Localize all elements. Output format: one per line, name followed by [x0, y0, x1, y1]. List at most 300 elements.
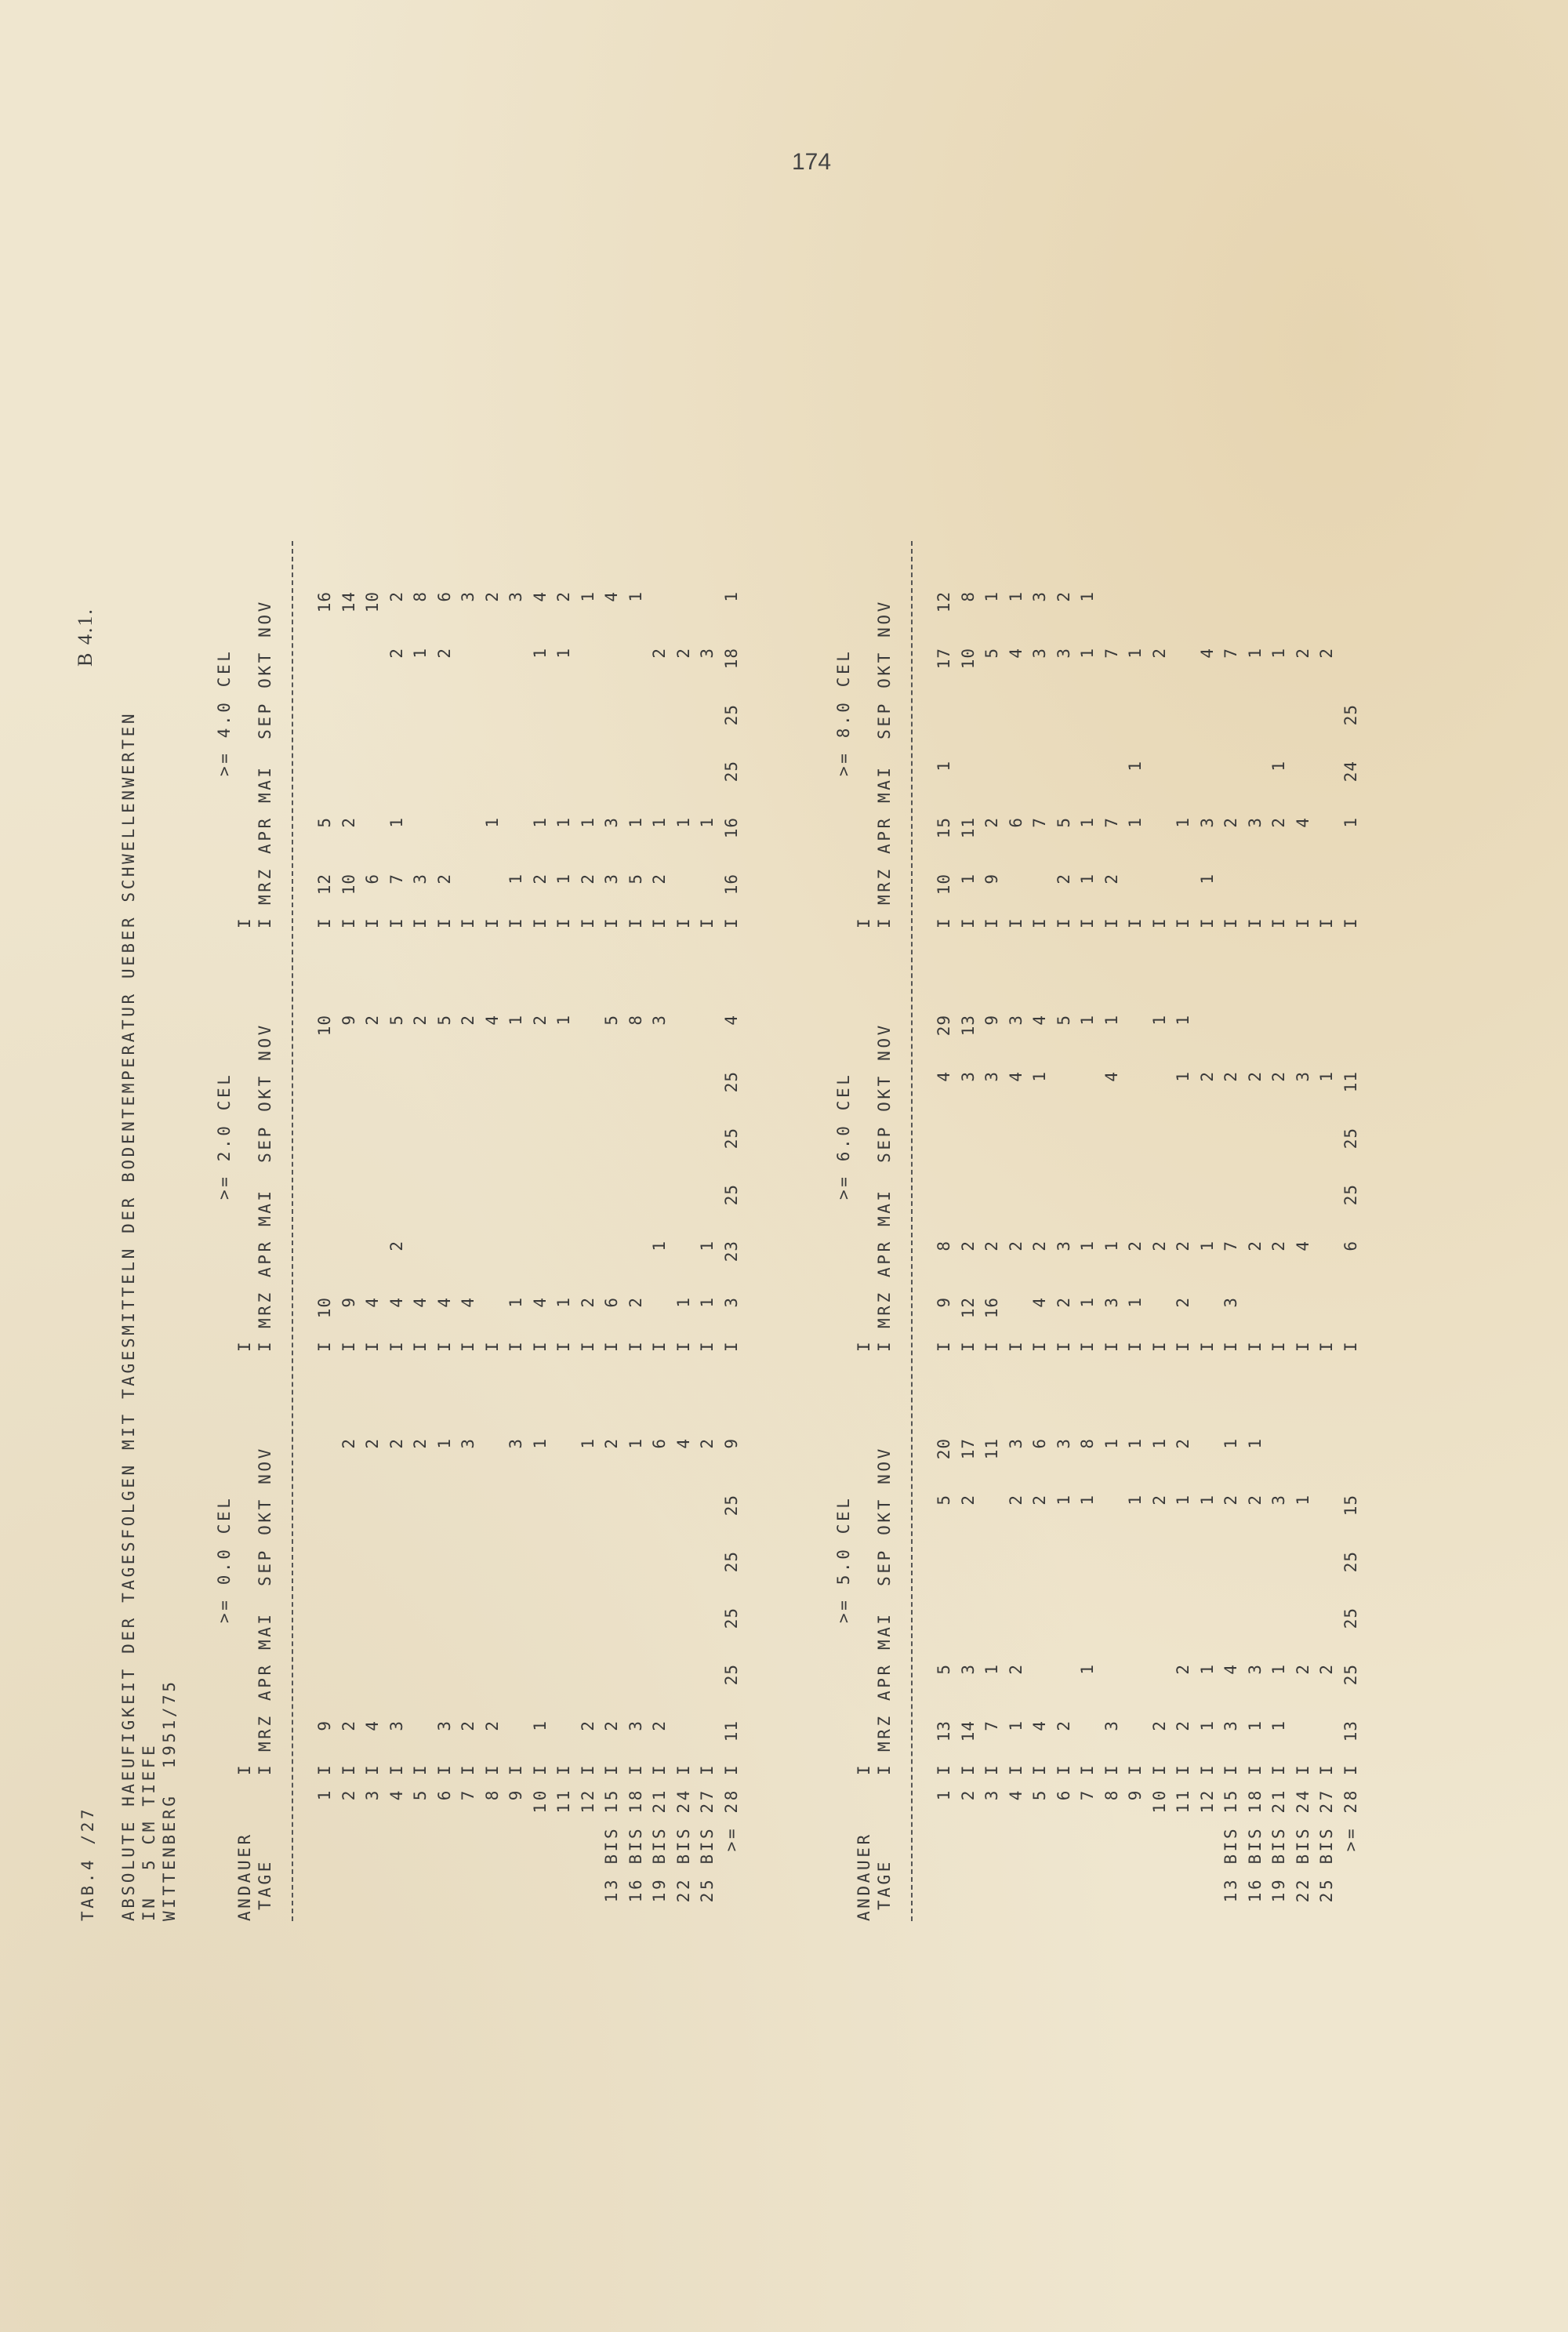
row-separator: I	[982, 1765, 1001, 1775]
row-separator: I	[411, 918, 430, 928]
table-block-2	[831, 541, 1364, 1921]
table-cell: 3	[982, 1071, 1001, 1082]
duration-label: 3	[982, 1788, 1001, 1801]
row-separator: I	[1174, 918, 1192, 928]
table-cell: 25	[721, 1607, 741, 1629]
table-cell: 1	[1149, 1015, 1169, 1026]
tage-label: TAGE	[256, 1859, 274, 1910]
duration-label: 8	[1102, 1788, 1121, 1801]
row-separator: I	[315, 1342, 334, 1352]
header-separator: I	[235, 1342, 254, 1352]
row-separator: I	[1197, 1765, 1217, 1775]
duration-label: 19 BIS 21	[1269, 1788, 1288, 1903]
table-cell: 2	[434, 874, 454, 884]
table-cell: 1	[1197, 874, 1217, 884]
row-separator: I	[482, 918, 502, 928]
row-separator: I	[958, 1765, 978, 1775]
header-separator: I	[235, 1765, 254, 1775]
table-cell: 1	[1317, 1071, 1336, 1082]
row-separator: I	[434, 1342, 454, 1352]
table-cell: 1	[411, 648, 430, 659]
table-cell: 10	[339, 874, 358, 895]
rotated-printout	[74, 541, 1458, 1921]
table-cell: 2	[1245, 1240, 1265, 1251]
row-separator: I	[1030, 1342, 1049, 1352]
table-cell: 23	[721, 1240, 741, 1262]
table-cell: 3	[387, 1720, 406, 1731]
andauer-label: ANDAUER	[235, 1832, 254, 1921]
table-cell: 3	[1006, 1015, 1025, 1026]
table-cell: 25	[1341, 1184, 1360, 1206]
table-cell: 6	[1030, 1438, 1049, 1449]
table-cell: 14	[339, 591, 358, 613]
table-cell: 3	[1102, 1297, 1121, 1308]
duration-label: 4	[387, 1788, 406, 1801]
row-separator: I	[650, 918, 669, 928]
table-cell: 1	[1102, 1438, 1121, 1449]
header-separator: I	[875, 1342, 894, 1352]
table-cell: 2	[982, 817, 1001, 828]
duration-label: 12	[578, 1788, 597, 1814]
table-cell: 2	[1149, 1495, 1169, 1506]
title-line-3: WITTENBERG 1951/75	[160, 1679, 179, 1921]
row-separator: I	[721, 1765, 741, 1775]
duration-label: 22 BIS 24	[673, 1788, 693, 1903]
row-separator: I	[1293, 1342, 1312, 1352]
table-cell: 1	[698, 817, 717, 828]
table-cell: 1	[1054, 1495, 1073, 1506]
table-cell: 25	[1341, 1607, 1360, 1629]
table-cell: 4	[482, 1015, 502, 1026]
table-cell: 3	[1221, 1720, 1240, 1731]
table-cell: 1	[1174, 1015, 1192, 1026]
table-cell: 3	[1030, 648, 1049, 659]
table-cell: 2	[958, 1240, 978, 1251]
row-separator: I	[506, 918, 525, 928]
row-separator: I	[530, 1342, 550, 1352]
table-cell: 2	[1317, 648, 1336, 659]
table-cell: 11	[982, 1438, 1001, 1460]
row-separator: I	[1174, 1765, 1192, 1775]
table-cell: 4	[1197, 648, 1217, 659]
row-separator: I	[721, 918, 741, 928]
row-separator: I	[1030, 918, 1049, 928]
row-separator: I	[935, 1765, 953, 1775]
table-cell: 2	[1174, 1664, 1192, 1675]
table-cell: 1	[554, 817, 573, 828]
table-cell: 1	[1149, 1438, 1169, 1449]
table-cell: 1	[1221, 1438, 1240, 1449]
table-cell: 1	[1245, 648, 1265, 659]
row-separator: I	[602, 918, 621, 928]
table-cell: 8	[626, 1015, 645, 1026]
table-cell: 2	[1006, 1495, 1025, 1506]
table-cell: 2	[578, 874, 597, 884]
table-cell: 4	[1030, 1297, 1049, 1308]
row-separator: I	[698, 1342, 717, 1352]
table-cell: 1	[1174, 817, 1192, 828]
table-cell: 2	[1174, 1240, 1192, 1251]
table-cell: 3	[650, 1015, 669, 1026]
row-separator: I	[482, 1342, 502, 1352]
row-separator: I	[315, 918, 334, 928]
table-block-1	[212, 541, 745, 1921]
duration-label: 13 BIS 15	[1221, 1788, 1240, 1903]
table-cell: 1	[578, 591, 597, 602]
table-cell: 5	[626, 874, 645, 884]
row-separator: I	[411, 1765, 430, 1775]
header-separator: I	[256, 918, 274, 928]
table-cell: 25	[721, 1184, 741, 1206]
table-cell: 3	[1245, 817, 1265, 828]
row-separator: I	[411, 1342, 430, 1352]
row-separator: I	[387, 1342, 406, 1352]
duration-label: 16 BIS 18	[1245, 1788, 1265, 1903]
table-cell: 2	[958, 1495, 978, 1506]
table-cell: 2	[1102, 874, 1121, 884]
table-cell: 4	[1006, 648, 1025, 659]
table-cell: 3	[434, 1720, 454, 1731]
table-cell: 1	[673, 817, 693, 828]
header-separator: I	[855, 1342, 873, 1352]
row-separator: I	[1149, 918, 1169, 928]
duration-label: >= 28	[721, 1788, 741, 1852]
table-cell: 11	[958, 817, 978, 839]
duration-label: 7	[459, 1788, 477, 1801]
table-cell: 2	[1317, 1664, 1336, 1675]
row-separator: I	[935, 1342, 953, 1352]
page-number: 174	[792, 149, 832, 175]
table-cell: 3	[721, 1297, 741, 1308]
table-cell: 4	[530, 1297, 550, 1308]
duration-label: 6	[434, 1788, 454, 1801]
table-cell: 1	[626, 591, 645, 602]
months-header: MRZ APR MAI SEP OKT NOV	[875, 1446, 894, 1752]
table-cell: 10	[315, 1015, 334, 1037]
table-cell: 9	[339, 1297, 358, 1308]
table-cell: 1	[1126, 1297, 1145, 1308]
row-separator: I	[1054, 1765, 1073, 1775]
table-cell: 3	[1030, 591, 1049, 602]
table-cell: 11	[1341, 1071, 1360, 1093]
table-cell: 1	[387, 817, 406, 828]
row-separator: I	[387, 1765, 406, 1775]
table-cell: 2	[1149, 648, 1169, 659]
table-cell: 2	[1054, 1720, 1073, 1731]
table-cell: 2	[387, 648, 406, 659]
table-cell: 1	[1102, 1015, 1121, 1026]
table-cell: 1	[1197, 1495, 1217, 1506]
table-cell: 1	[1174, 1071, 1192, 1082]
table-cell: 3	[1269, 1495, 1288, 1506]
row-separator: I	[482, 1765, 502, 1775]
row-separator: I	[1221, 1765, 1240, 1775]
table-id: TAB.4 /27	[78, 1806, 97, 1921]
table-cell: 25	[721, 704, 741, 726]
months-header: MRZ APR MAI SEP OKT NOV	[256, 1446, 274, 1752]
threshold-label: >= 4.0 CEL	[215, 648, 234, 776]
table-cell: 2	[578, 1297, 597, 1308]
table-cell: 13	[958, 1015, 978, 1037]
table-cell: 12	[315, 874, 334, 895]
months-header: MRZ APR MAI SEP OKT NOV	[875, 1023, 894, 1328]
table-cell: 3	[1221, 1297, 1240, 1308]
table-cell: 1	[1269, 761, 1288, 772]
table-cell: 1	[1293, 1495, 1312, 1506]
table-cell: 2	[1221, 1495, 1240, 1506]
table-cell: 9	[935, 1297, 953, 1308]
table-cell: 1	[1078, 1495, 1097, 1506]
row-separator: I	[1126, 1342, 1145, 1352]
table-cell: 2	[363, 1438, 382, 1449]
table-cell: 16	[721, 817, 741, 839]
table-cell: 2	[1054, 874, 1073, 884]
table-cell: 7	[982, 1720, 1001, 1731]
table-cell: 3	[958, 1071, 978, 1082]
table-cell: 2	[1006, 1240, 1025, 1251]
table-cell: 2	[626, 1297, 645, 1308]
row-separator: I	[1078, 1765, 1097, 1775]
table-cell: 17	[935, 648, 953, 670]
row-separator: I	[1149, 1765, 1169, 1775]
table-cell: 1	[482, 817, 502, 828]
row-separator: I	[721, 1342, 741, 1352]
table-cell: 7	[1102, 817, 1121, 828]
table-cell: 1	[935, 761, 953, 772]
row-separator: I	[578, 918, 597, 928]
table-cell: 3	[602, 874, 621, 884]
row-separator: I	[1221, 1342, 1240, 1352]
table-cell: 5	[982, 648, 1001, 659]
table-cell: 4	[459, 1297, 477, 1308]
table-cell: 2	[1054, 591, 1073, 602]
row-separator: I	[1293, 1765, 1312, 1775]
row-separator: I	[1293, 918, 1312, 928]
row-separator: I	[1197, 1342, 1217, 1352]
table-cell: 5	[1054, 817, 1073, 828]
duration-label: 12	[1197, 1788, 1217, 1814]
duration-label: 2	[958, 1788, 978, 1801]
threshold-label: >= 6.0 CEL	[834, 1072, 853, 1200]
table-cell: 15	[1341, 1495, 1360, 1517]
table-cell: 1	[1126, 1495, 1145, 1506]
table-cell: 6	[602, 1297, 621, 1308]
table-cell: 4	[935, 1071, 953, 1082]
row-separator: I	[459, 1765, 477, 1775]
table-cell: 1	[1126, 648, 1145, 659]
table-cell: 1	[554, 1015, 573, 1026]
table-cell: 1	[721, 591, 741, 602]
reference-code: B 4.1.	[74, 608, 96, 667]
table-cell: 15	[935, 817, 953, 839]
table-cell: 4	[363, 1720, 382, 1731]
row-separator: I	[1269, 918, 1288, 928]
table-cell: 1	[1245, 1438, 1265, 1449]
row-separator: I	[1006, 918, 1025, 928]
table-cell: 25	[721, 761, 741, 783]
table-cell: 2	[1006, 1664, 1025, 1675]
table-cell: 1	[982, 1664, 1001, 1675]
table-cell: 3	[459, 1438, 477, 1449]
months-header: MRZ APR MAI SEP OKT NOV	[875, 599, 894, 905]
row-separator: I	[1245, 1765, 1265, 1775]
table-cell: 1	[698, 1297, 717, 1308]
table-cell: 6	[650, 1438, 669, 1449]
table-cell: 2	[1245, 1071, 1265, 1082]
table-cell: 1	[1030, 1071, 1049, 1082]
table-cell: 2	[602, 1720, 621, 1731]
row-separator: I	[339, 918, 358, 928]
row-separator: I	[1078, 918, 1097, 928]
row-separator: I	[1269, 1765, 1288, 1775]
row-separator: I	[315, 1765, 334, 1775]
table-cell: 1	[1078, 1297, 1097, 1308]
table-cell: 10	[958, 648, 978, 670]
row-separator: I	[1149, 1342, 1169, 1352]
table-cell: 2	[1221, 1071, 1240, 1082]
row-separator: I	[1126, 1765, 1145, 1775]
table-cell: 6	[434, 591, 454, 602]
duration-label: 5	[411, 1788, 430, 1801]
table-cell: 4	[387, 1297, 406, 1308]
table-cell: 1	[1006, 591, 1025, 602]
table-cell: 1	[1078, 1664, 1097, 1675]
duration-label: 1	[935, 1788, 953, 1801]
table-cell: 5	[1054, 1015, 1073, 1026]
table-cell: 12	[958, 1297, 978, 1319]
table-cell: 2	[650, 648, 669, 659]
table-cell: 1	[1174, 1495, 1192, 1506]
table-cell: 1	[578, 1438, 597, 1449]
row-separator: I	[339, 1765, 358, 1775]
table-cell: 25	[1341, 1664, 1360, 1686]
table-cell: 2	[434, 648, 454, 659]
table-cell: 2	[982, 1240, 1001, 1251]
row-separator: I	[506, 1765, 525, 1775]
row-separator: I	[935, 918, 953, 928]
table-cell: 10	[935, 874, 953, 895]
table-cell: 2	[578, 1720, 597, 1731]
table-cell: 4	[530, 591, 550, 602]
months-header: MRZ APR MAI SEP OKT NOV	[256, 1023, 274, 1328]
table-cell: 5	[434, 1015, 454, 1026]
table-cell: 2	[1174, 1720, 1192, 1731]
table-cell: 13	[935, 1720, 953, 1742]
table-cell: 1	[578, 817, 597, 828]
table-cell: 11	[721, 1720, 741, 1742]
table-cell: 16	[315, 591, 334, 613]
row-separator: I	[434, 918, 454, 928]
table-cell: 1	[530, 1438, 550, 1449]
table-cell: 5	[935, 1664, 953, 1675]
table-cell: 14	[958, 1720, 978, 1742]
table-cell: 29	[935, 1015, 953, 1037]
table-cell: 1	[1078, 874, 1097, 884]
table-cell: 1	[530, 648, 550, 659]
table-cell: 5	[935, 1495, 953, 1506]
header-separator: I	[875, 918, 894, 928]
row-separator: I	[1269, 1342, 1288, 1352]
table-cell: 1	[1078, 648, 1097, 659]
table-cell: 2	[1149, 1240, 1169, 1251]
row-separator: I	[363, 918, 382, 928]
table-cell: 5	[315, 817, 334, 828]
table-cell: 4	[602, 591, 621, 602]
threshold-label: >= 8.0 CEL	[834, 648, 853, 776]
header-separator: I	[855, 918, 873, 928]
table-cell: 3	[626, 1720, 645, 1731]
threshold-label: >= 2.0 CEL	[215, 1072, 234, 1200]
table-cell: 2	[602, 1438, 621, 1449]
table-cell: 25	[721, 1551, 741, 1573]
duration-label: 9	[506, 1788, 525, 1801]
table-cell: 1	[650, 1240, 669, 1251]
row-separator: I	[434, 1765, 454, 1775]
table-cell: 1	[434, 1438, 454, 1449]
table-cell: 3	[1006, 1438, 1025, 1449]
duration-label: 8	[482, 1788, 502, 1801]
table-cell: 1	[1269, 1720, 1288, 1731]
row-separator: I	[982, 1342, 1001, 1352]
table-cell: 1	[506, 1297, 525, 1308]
row-separator: I	[958, 918, 978, 928]
row-separator: I	[602, 1765, 621, 1775]
row-separator: I	[387, 918, 406, 928]
table-cell: 3	[1197, 817, 1217, 828]
title-line-1: ABSOLUTE HAEUFIGKEIT DER TAGESFOLGEN MIT TAGESMITTELN DER BODENTEMPERATUR UEBER SCHWELLENWERTEN	[119, 710, 138, 1921]
table-cell: 7	[1221, 1240, 1240, 1251]
duration-label: 19 BIS 21	[650, 1788, 669, 1903]
row-separator: I	[958, 1342, 978, 1352]
table-cell: 1	[530, 1720, 550, 1731]
table-cell: 2	[650, 1720, 669, 1731]
table-cell: 3	[1054, 648, 1073, 659]
duration-label: 16 BIS 18	[626, 1788, 645, 1903]
table-cell: 1	[1245, 1720, 1265, 1731]
table-cell: 1	[554, 874, 573, 884]
table-cell: 2	[387, 591, 406, 602]
row-separator: I	[1317, 1342, 1336, 1352]
table-cell: 9	[721, 1438, 741, 1449]
table-cell: 1	[626, 1438, 645, 1449]
threshold-label: >= 5.0 CEL	[834, 1495, 853, 1623]
table-cell: 1	[673, 1297, 693, 1308]
row-separator: I	[1102, 1765, 1121, 1775]
row-separator: I	[459, 1342, 477, 1352]
table-cell: 2	[1269, 1071, 1288, 1082]
row-separator: I	[363, 1342, 382, 1352]
table-cell: 1	[506, 1015, 525, 1026]
row-separator: I	[602, 1342, 621, 1352]
andauer-label: ANDAUER	[855, 1832, 873, 1921]
table-cell: 3	[602, 817, 621, 828]
row-separator: I	[1317, 1765, 1336, 1775]
row-separator: I	[1317, 918, 1336, 928]
row-separator: I	[1245, 1342, 1265, 1352]
row-separator: I	[578, 1765, 597, 1775]
table-cell: 3	[459, 591, 477, 602]
duration-label: 6	[1054, 1788, 1073, 1801]
header-separator: I	[855, 1765, 873, 1775]
table-cell: 25	[1341, 1128, 1360, 1150]
table-cell: 2	[554, 591, 573, 602]
threshold-label: >= 0.0 CEL	[215, 1495, 234, 1623]
table-cell: 2	[339, 817, 358, 828]
table-cell: 1	[982, 591, 1001, 602]
duration-label: 10	[1149, 1788, 1169, 1814]
table-cell: 2	[411, 1015, 430, 1026]
row-separator: I	[506, 1342, 525, 1352]
